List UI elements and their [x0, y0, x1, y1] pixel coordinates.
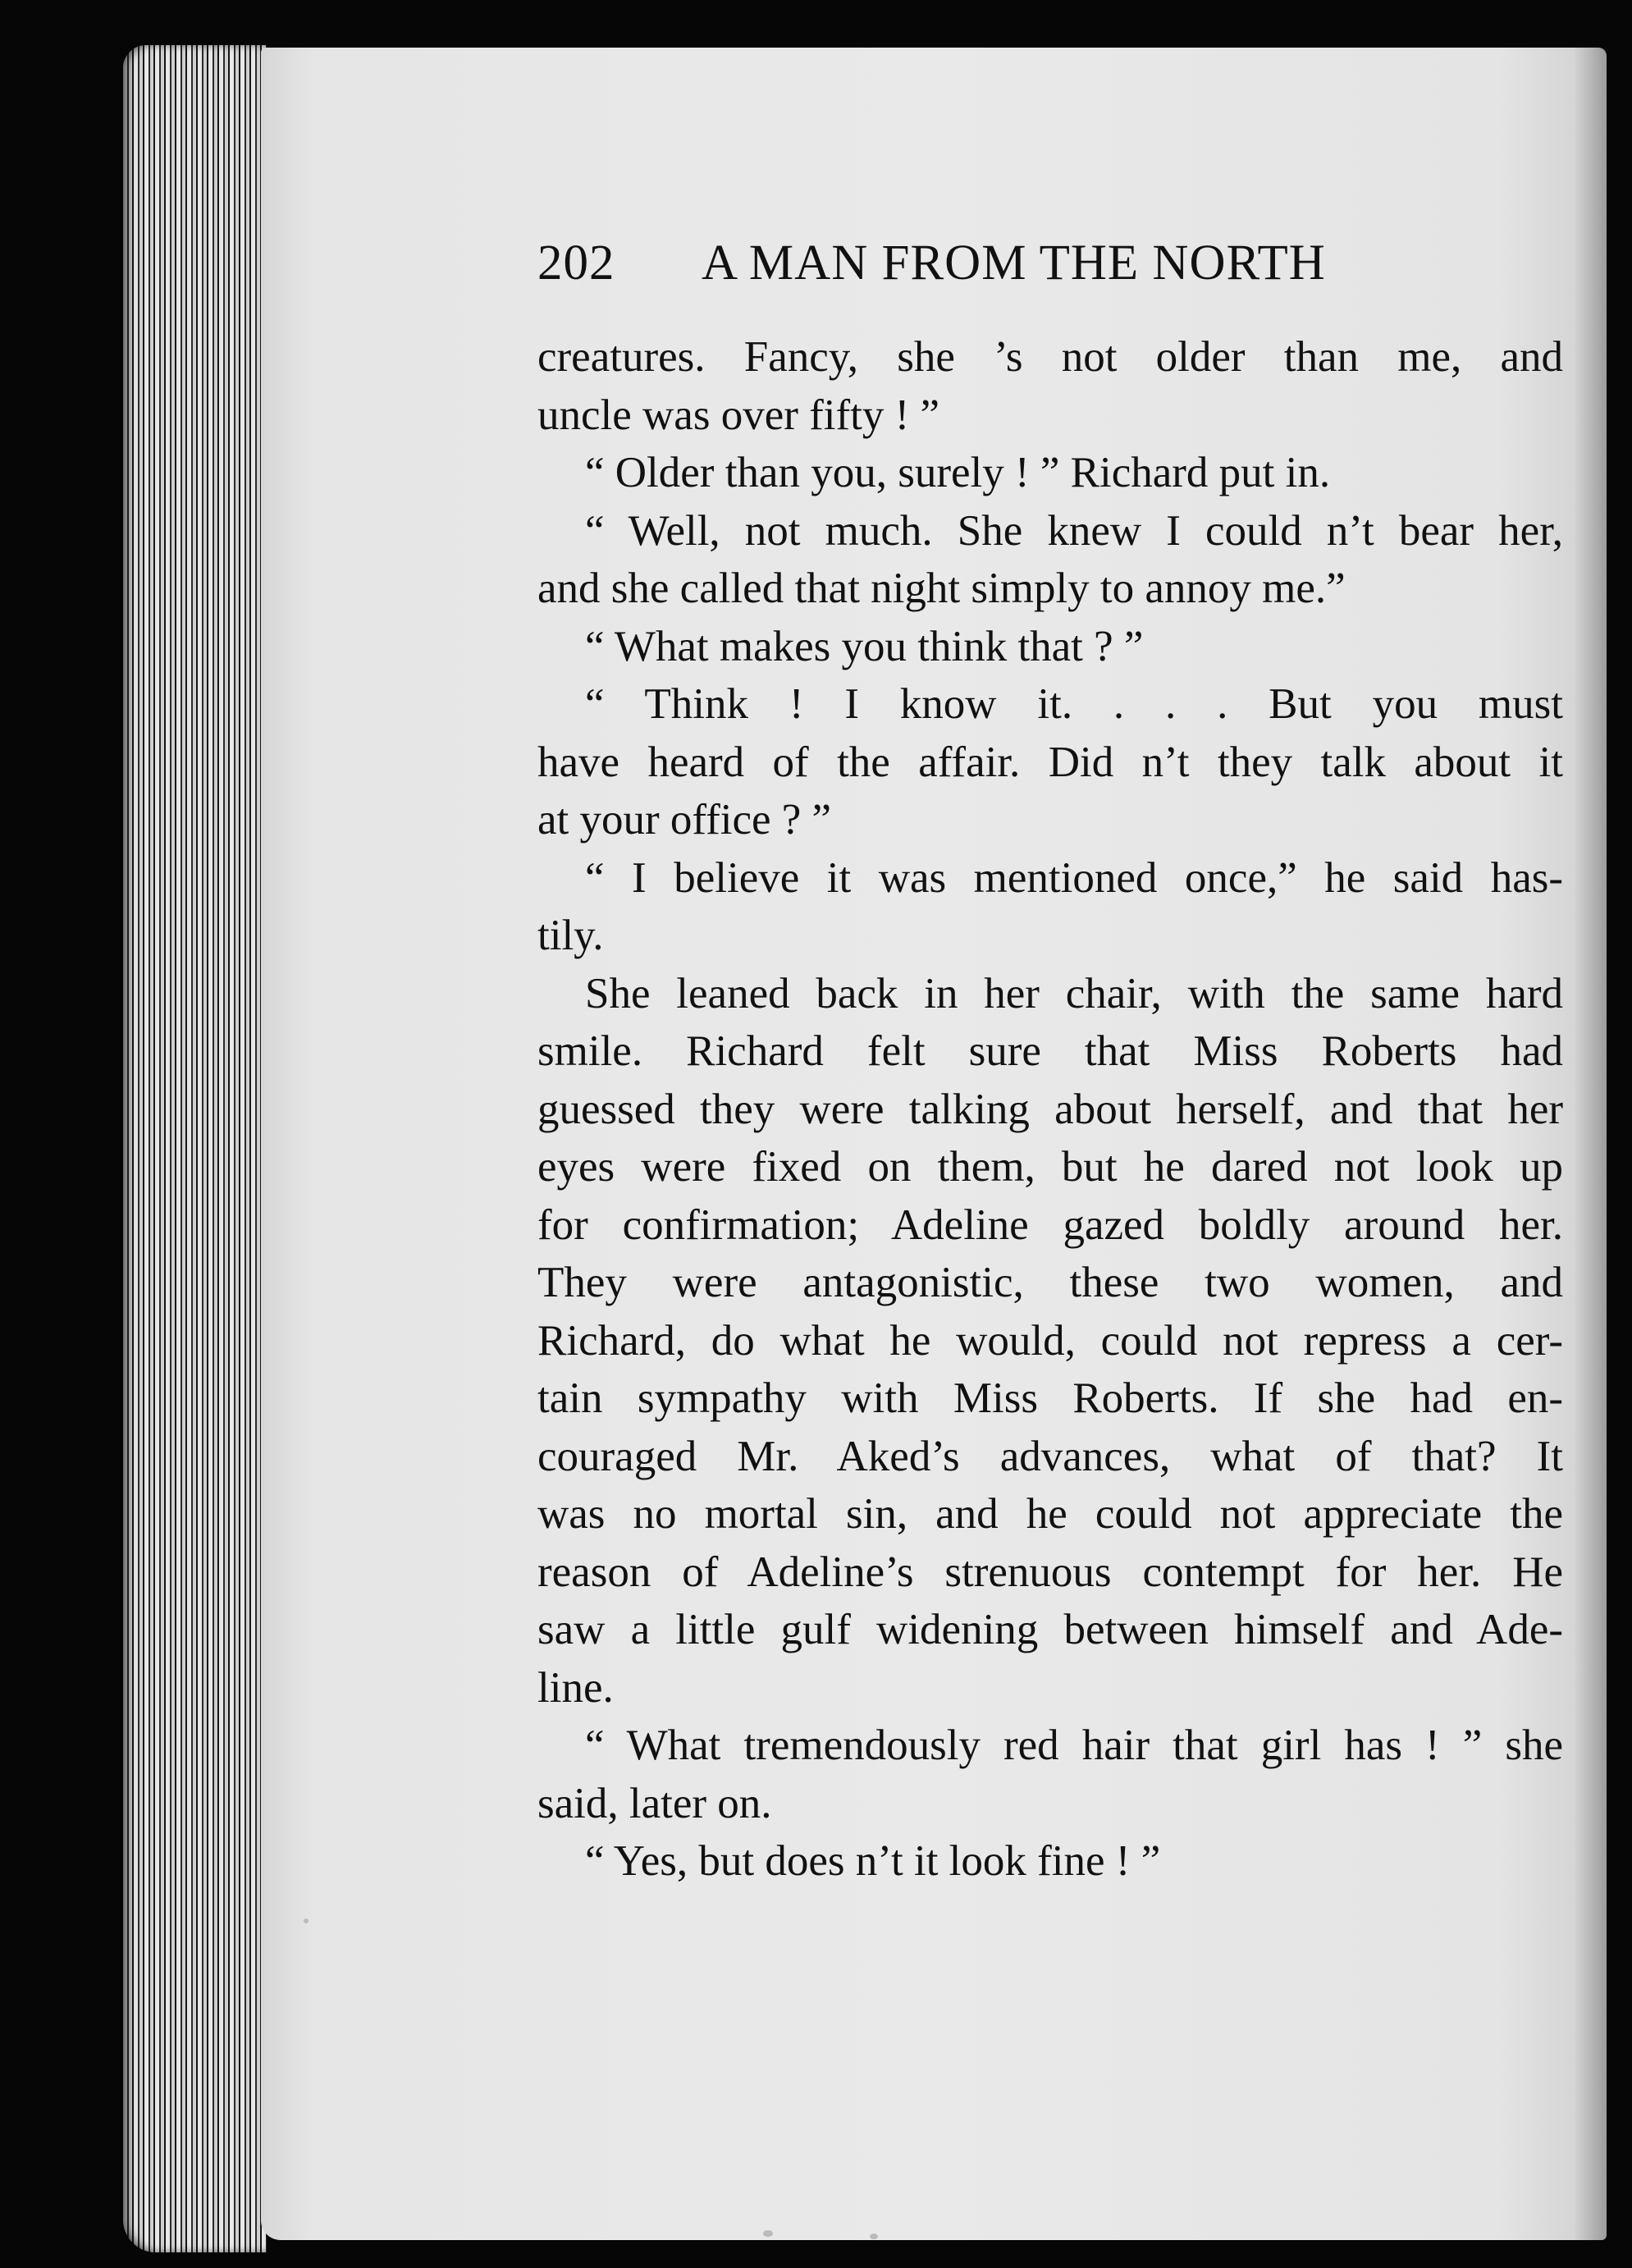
running-title: A MAN FROM THE NORTH: [702, 235, 1326, 290]
text-line: Richard, do what he would, could not repress a cer-: [537, 1316, 1563, 1365]
text-line: was no mortal sin, and he could not appreciate the: [537, 1490, 1563, 1538]
text-line: for confirmation; Adeline gazed boldly around her.: [537, 1200, 1563, 1249]
text-line: She leaned back in her chair, with the same hard: [585, 969, 1563, 1017]
text-line: They were antagonistic, these two women, and: [537, 1259, 1563, 1306]
text-line: at your office ? ”: [537, 796, 832, 844]
text-line: couraged Mr. Aked’s advances, what of that? It: [537, 1432, 1563, 1480]
text-line: “ Think ! I know it. . . . But you must: [585, 680, 1563, 728]
dust-speck: [763, 2230, 773, 2237]
text-line: “ Older than you, surely ! ” Richard put in.: [585, 449, 1331, 496]
text-line: guessed they were talking about herself, and that her: [537, 1085, 1563, 1133]
text-line: “ Yes, but does n’t it look fine ! ”: [585, 1837, 1161, 1885]
text-line: “ I believe it was mentioned once,” he said has-: [585, 853, 1563, 902]
text-line: eyes were fixed on them, but he dared not look up: [537, 1143, 1563, 1191]
page-number: 202: [537, 235, 615, 290]
text-line: reason of Adeline’s strenuous contempt for her. He: [537, 1548, 1563, 1596]
dust-speck: [870, 2234, 878, 2239]
text-line: tily.: [537, 912, 604, 959]
dust-speck: [304, 1918, 309, 1923]
text-line: uncle was over fifty ! ”: [537, 391, 940, 439]
text-line: creatures. Fancy, she ’s not older than me, and: [537, 333, 1563, 381]
text-line: said, later on.: [537, 1779, 772, 1827]
text-line: “ What makes you think that ? ”: [585, 622, 1144, 670]
page-edges: [123, 45, 267, 2252]
body-text: [537, 328, 1563, 1891]
text-line: “ What tremendously red hair that girl has ! ” she: [585, 1722, 1563, 1769]
text-line: and she called that night simply to annoy me.”: [537, 565, 1346, 612]
text-line: have heard of the affair. Did n’t they talk about it: [537, 738, 1563, 786]
text-line: smile. Richard felt sure that Miss Roberts had: [537, 1027, 1563, 1075]
page-header: [537, 235, 1407, 292]
page-shadow: [1574, 48, 1607, 2240]
text-line: saw a little gulf widening between himself and Ade-: [537, 1606, 1563, 1653]
text-line: “ Well, not much. She knew I could n’t bear her,: [585, 506, 1563, 555]
text-line: tain sympathy with Miss Roberts. If she had en-: [537, 1374, 1563, 1422]
text-line: line.: [537, 1663, 614, 1712]
